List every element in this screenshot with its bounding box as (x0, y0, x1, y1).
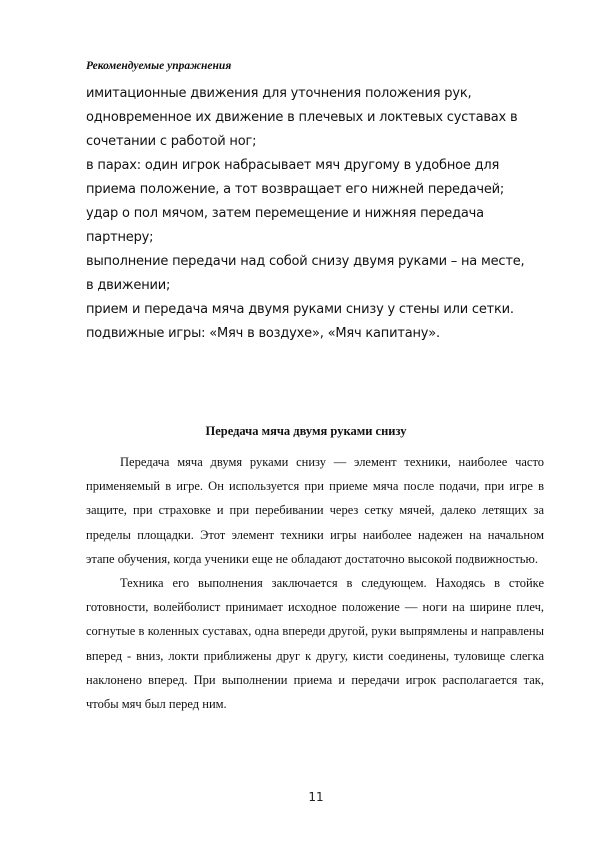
body-paragraph: Передача мяча двумя руками снизу — элемент техники, наиболее часто применяемый в игре. Он используется при приеме мяча после подачи, при игре в защите, при страховке и при перебивании через сетку мячей, далеко летящих за пределы площадки. Этот элемент техники игры наиболее надежен на начальном этапе обучения, когда ученики еще не обладают достаточно высокой подвижностью. (86, 455, 544, 566)
section-body (86, 450, 544, 716)
body-paragraph: Техника его выполнения заключается в следующем. Находясь в стойке готовности, волейболист принимает исходное положение — ноги на ширине плеч, согнутые в коленных суставах, одна впереди другой, руки выпрямлены и направлены вперед - вниз, локти приближены друг к другу, кисти соединены, туловище слегка наклонено вперед. При выполнении приема и передачи игрок располагается так, чтобы мяч был перед ним. (86, 576, 544, 712)
exercise-item: выполнение передачи над собой снизу двумя руками – на месте, в движении; (86, 254, 525, 293)
page-number: 11 (308, 790, 324, 804)
exercise-item: удар о пол мячом, затем перемещение и нижняя передача партнеру; (86, 206, 484, 245)
exercise-item: имитационные движения для уточнения положения рук, одновременное их движение в плечевых и локтевых суставах в сочетании с работой ног; (86, 86, 518, 149)
section-title: Передача мяча двумя руками снизу (205, 424, 407, 438)
exercise-item: прием и передача мяча двумя руками снизу у стены или сетки. (86, 302, 514, 317)
exercises-heading: Рекомендуемые упражнения (86, 60, 232, 72)
exercise-item: подвижные игры: «Мяч в воздухе», «Мяч капитану». (86, 326, 440, 341)
exercise-item: в парах: один игрок набрасывает мяч другому в удобное для приема положение, а тот возвращает его нижней передачей; (86, 158, 505, 197)
exercises-list (86, 82, 531, 346)
